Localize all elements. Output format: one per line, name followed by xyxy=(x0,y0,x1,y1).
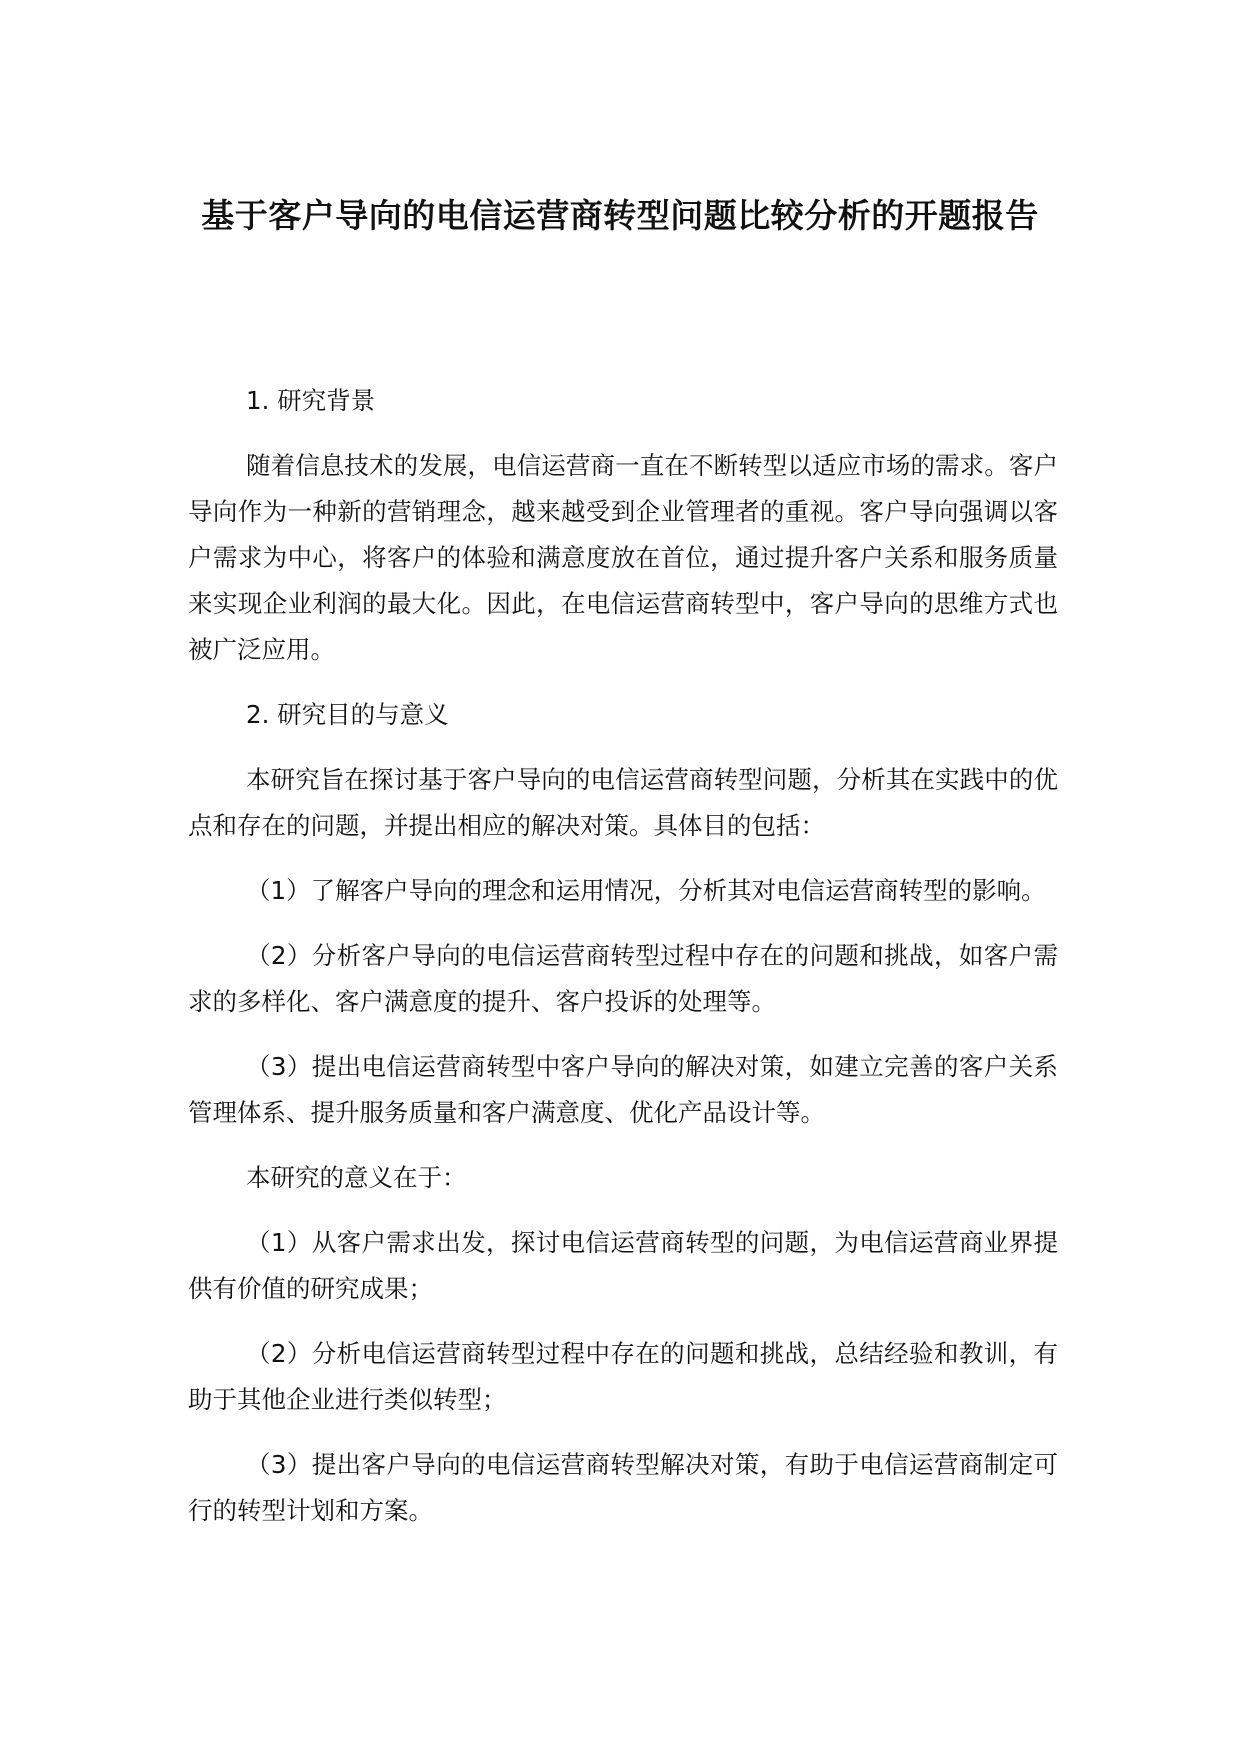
paragraph: 随着信息技术的发展，电信运营商一直在不断转型以适应市场的需求。客户导向作为一种新的营销理念，越来越受到企业管理者的重视。客户导向强调以客户需求为中心，将客户的体验和满意度放在首位，通过提升客户关系和服务质量来实现企业利润的最大化。因此，在电信运营商转型中，客户导向的思维方式也被广泛应用。 xyxy=(188,451,1058,664)
list-item: （2）分析电信运营商转型过程中存在的问题和挑战，总结经验和教训，有助于其他企业进行类似转型； xyxy=(188,1339,1058,1414)
list-item: （1）了解客户导向的理念和运用情况，分析其对电信运营商转型的影响。 xyxy=(246,876,1046,905)
paragraph: 本研究的意义在于： xyxy=(246,1163,467,1192)
list-item: （3）提出电信运营商转型中客户导向的解决对策，如建立完善的客户关系管理体系、提升服务质量和客户满意度、优化产品设计等。 xyxy=(188,1052,1058,1127)
list-item: （2）分析客户导向的电信运营商转型过程中存在的问题和挑战，如客户需求的多样化、客户满意度的提升、客户投诉的处理等。 xyxy=(188,941,1058,1016)
section-heading: 2. 研究目的与意义 xyxy=(246,700,449,729)
paragraph: 本研究旨在探讨基于客户导向的电信运营商转型问题，分析其在实践中的优点和存在的问题，并提出相应的解决对策。具体目的包括： xyxy=(188,765,1058,840)
document-body xyxy=(188,378,1058,1553)
document-title: 基于客户导向的电信运营商转型问题比较分析的开题报告 xyxy=(201,196,1039,235)
section-heading: 1. 研究背景 xyxy=(246,386,376,415)
section-background xyxy=(188,378,1058,673)
list-item: （3）提出客户导向的电信运营商转型解决对策，有助于电信运营商制定可行的转型计划和方案。 xyxy=(188,1450,1058,1525)
list-item: （1）从客户需求出发，探讨电信运营商转型的问题，为电信运营商业界提供有价值的研究成果； xyxy=(188,1228,1058,1303)
section-purpose-significance xyxy=(188,692,1058,1534)
